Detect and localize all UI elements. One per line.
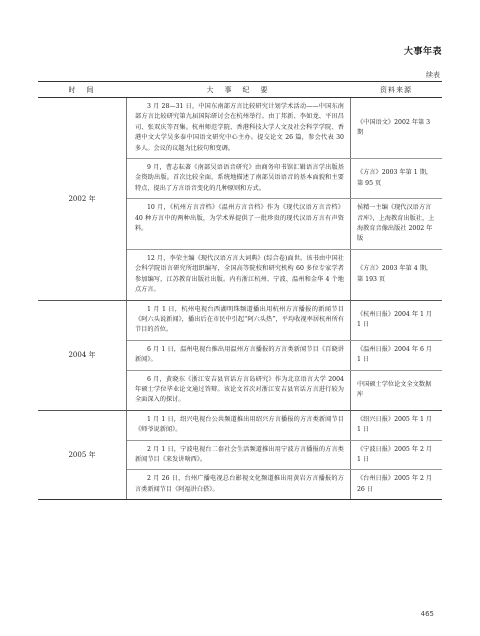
chronology-table [38, 81, 442, 500]
table-row [127, 98, 442, 159]
header-time: 时 间 [68, 85, 96, 94]
source-text: 《杭州日报》2004 年 1 月 1 日 [357, 310, 433, 329]
page-number: 465 [420, 610, 434, 618]
source-text: 《宁波日报》2005 年 2 月 1 日 [357, 445, 433, 463]
source-text: 《方言》2003 年第 4 期，第 193 页 [357, 265, 433, 283]
event-text: 1 月 1 日，杭州电视台西湖明珠频道播出用杭州方言播报的新闻节目《阿六头说新闻》，播出后在市民中引起“阿六头热”，平均收视率居杭州所有节目的首位。 [127, 301, 351, 340]
table-row [127, 470, 442, 499]
continued-label: 续表 [426, 71, 440, 79]
event-text: 9 月，曹志耘著《南部吴语语音研究》由商务印书馆汇辑语言学出版基金资助出版。首次比较全面、系统地描述了南部吴语语音的基本面貌和主要特点，提出了方言语音变化的几种原则和方式。 [127, 159, 351, 198]
source-text: 《方言》2003 年第 1 期，第 95 页 [357, 169, 433, 187]
event-text: 3 月 28—31 日，中国东南部方言比较研究计划学术活动——中国东南部方言比较研究第九届国际研讨会在杭州举行。由丁邦新、李如龙、平田昌司、张双庆等召集。杭州师范学院、香港科技大学人文及社会科学学院、香港中文大学吴多泰中国语文研究中心主办。提交论文 26 篇，参会代表 30 多人。会议的议题为比较句和变调。 [127, 98, 351, 158]
table-row [127, 441, 442, 471]
table-row [127, 301, 442, 341]
source-text: 《温州日报》2004 年 6 月 1 日 [357, 345, 433, 364]
source-text: 中国硕士学位论文全文数据库 [357, 380, 432, 399]
header-source: 资料来源 [380, 85, 412, 94]
table-header-row [38, 82, 442, 98]
year-cell: 2004 年 [38, 301, 127, 410]
year-group-2002 [38, 98, 442, 301]
year-group-2004 [38, 301, 442, 411]
source-text: 《绍兴日报》2005 年 1 月 1 日 [357, 415, 433, 434]
source-text: 侯精一主编《现代汉语方言音库》，上海教育出版社，上海教育音像出版社 2002 年版 [357, 204, 435, 243]
table-row [127, 250, 442, 300]
table-row [127, 199, 442, 250]
event-text: 2 月 26 日，台州广播电视总台影视文化频道推出用黄岩方言播报的方言类新闻节目《阿福讲白搭》。 [127, 470, 351, 499]
year-group-2005 [38, 411, 442, 499]
table-row [127, 341, 442, 371]
event-text: 6 月，黄晓东《浙江安吉县官话方言岛研究》作为北京语言大学 2004 年硕士学位毕业论文通过答辩。该论文首次对浙江安吉县官话方言进行较为全面深入的探讨。 [127, 371, 351, 410]
table-row [127, 411, 442, 441]
event-text: 10 月，《杭州方言音档》《温州方言音档》作为《现代汉语方言音档》40 种方言中的两种出版，为学术界提供了一批珍贵的现代汉语方言有声资料。 [127, 199, 351, 249]
year-cell: 2002 年 [38, 98, 127, 300]
event-text: 2 月 1 日，宁波电视台二套社会生活频道推出用宁波方言播报的方言类新闻节目《来发讲啥西》。 [127, 441, 351, 470]
event-text: 12 月，李荣主编《现代汉语方言大词典》(综合卷)面世。该书由中国社会科学院语言研究所组织编写，全国高等院校和研究机构 60 多位专家学者参加编写，江苏教育出版社出版。内有浙江杭州、宁波、温州和金华 4 个地点方言。 [127, 250, 351, 300]
header-event: 大 事 纪 要 [206, 85, 270, 94]
table-row [127, 371, 442, 410]
event-text: 1 月 1 日，绍兴电视台公共频道推出用绍兴方言播报的方言类新闻节目《师爷说新闻》。 [127, 411, 351, 440]
event-text: 6 月 1 日，温州电视台推出用温州方言播报的方言类新闻节目《百晓讲新闻》。 [127, 341, 351, 370]
source-text: 《中国语文》2002 年第 3 期 [357, 118, 431, 137]
source-text: 《台州日报》2005 年 2 月 26 日 [357, 475, 433, 493]
table-row [127, 159, 442, 199]
running-header: 大事年表 [403, 47, 442, 57]
year-cell: 2005 年 [38, 411, 127, 499]
